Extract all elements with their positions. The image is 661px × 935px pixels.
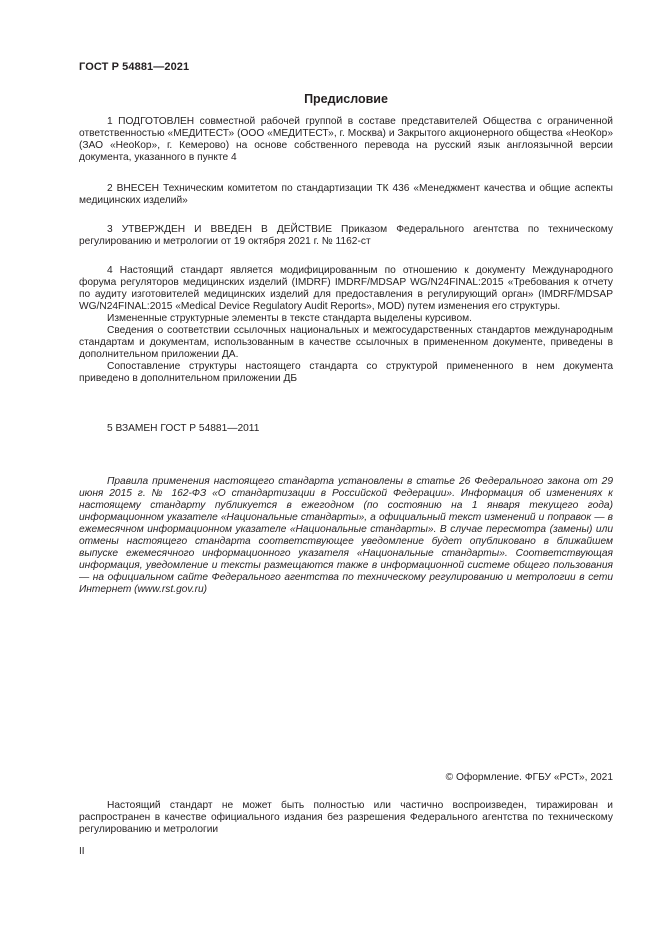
foreword-item-4-italic-note: Измененные структурные элементы в тексте стандарта выделены курсивом. — [107, 313, 472, 324]
foreword-item-2-text: 2 ВНЕСЕН Техническим комитетом по стандартизации ТК 436 «Менеджмент качества и общие аспекты медицинских изделий» — [79, 183, 613, 206]
foreword-item-5 — [79, 423, 613, 435]
reproduction-notice — [79, 800, 613, 836]
standard-code: ГОСТ Р 54881—2021 — [79, 61, 190, 73]
rules-notice-text: Правила применения настоящего стандарта установлены в статье 26 Федерального закона от 29 июня 2015 г. № 162-ФЗ «О стандартизации в Российской Федерации». Информация об изменениях к настоящему стандарту публикуется в ежегодном (по состоянию на 1 января текущего года) информационном указателе «Национальные стандарты», а официальный текст изменений и поправок — в ежемесячном информационном указателе «Национальные стандарты». В случае пересмотра (замены) или отмены настоящего стандарта соответствующее уведомление будет опубликовано в ближайшем выпуске ежемесячного информационного указателя «Национальные стандарты». Соответствующая информация, уведомление и тексты размещаются также в информационной системе общего пользования — на официальном сайте Федерального агентства по техническому регулированию и метрологии в сети Интернет (www.rst.gov.ru) — [79, 476, 613, 595]
foreword-title: Предисловие — [304, 92, 388, 106]
foreword-item-5-text: 5 ВЗАМЕН ГОСТ Р 54881—2011 — [107, 423, 260, 434]
page-number: II — [79, 846, 85, 857]
foreword-item-2 — [79, 183, 613, 207]
rules-notice — [79, 476, 613, 596]
foreword-item-4-appendix-da: Сведения о соответствии ссылочных национальных и межгосударственных стандартов международным стандартам и документам, использованным в качестве ссылочных в примененном документе, приведены в дополнительном приложении ДА. — [79, 325, 613, 360]
copyright: © Оформление. ФГБУ «РСТ», 2021 — [445, 772, 613, 783]
foreword-item-1-text: 1 ПОДГОТОВЛЕН совместной рабочей группой в составе представителей Общества с ограниченной ответственностью «МЕДИТЕСТ» (ООО «МЕДИТЕСТ», г. Москва) и Закрытого акционерного общества «НеоКор» (ЗАО «НеоКор», г. Кемерово) на основе собственного перевода на русский язык англоязычной версии документа, указанного в пункте 4 — [79, 116, 613, 163]
foreword-item-4-appendix-db: Сопоставление структуры настоящего стандарта со структурой примененного в нем документа приведено в дополнительном приложении ДБ — [79, 361, 613, 384]
foreword-item-3 — [79, 224, 613, 248]
foreword-item-4 — [79, 265, 613, 385]
foreword-item-1 — [79, 116, 613, 164]
foreword-item-3-text: 3 УТВЕРЖДЕН И ВВЕДЕН В ДЕЙСТВИЕ Приказом Федерального агентства по техническому регулированию и метрологии от 19 октября 2021 г. № 1162-ст — [79, 224, 613, 247]
foreword-item-4-text: 4 Настоящий стандарт является модифицированным по отношению к документу Международного форума регуляторов медицинских изделий (IMDRF) IMDRF/MDSAP WG/N24FINAL:2015 «Требования к отчету по аудиту изготовителей медицинских изделий для предоставления в регулирующий орган» (IMDRF/MDSAP WG/N24FINAL:2015 «Medical Device Regulatory Audit Reports», MOD) путем изменения его структуры. — [79, 265, 613, 312]
reproduction-notice-text: Настоящий стандарт не может быть полностью или частично воспроизведен, тиражирован и распространен в качестве официального издания без разрешения Федерального агентства по техническому регулированию и метрологии — [79, 800, 613, 835]
